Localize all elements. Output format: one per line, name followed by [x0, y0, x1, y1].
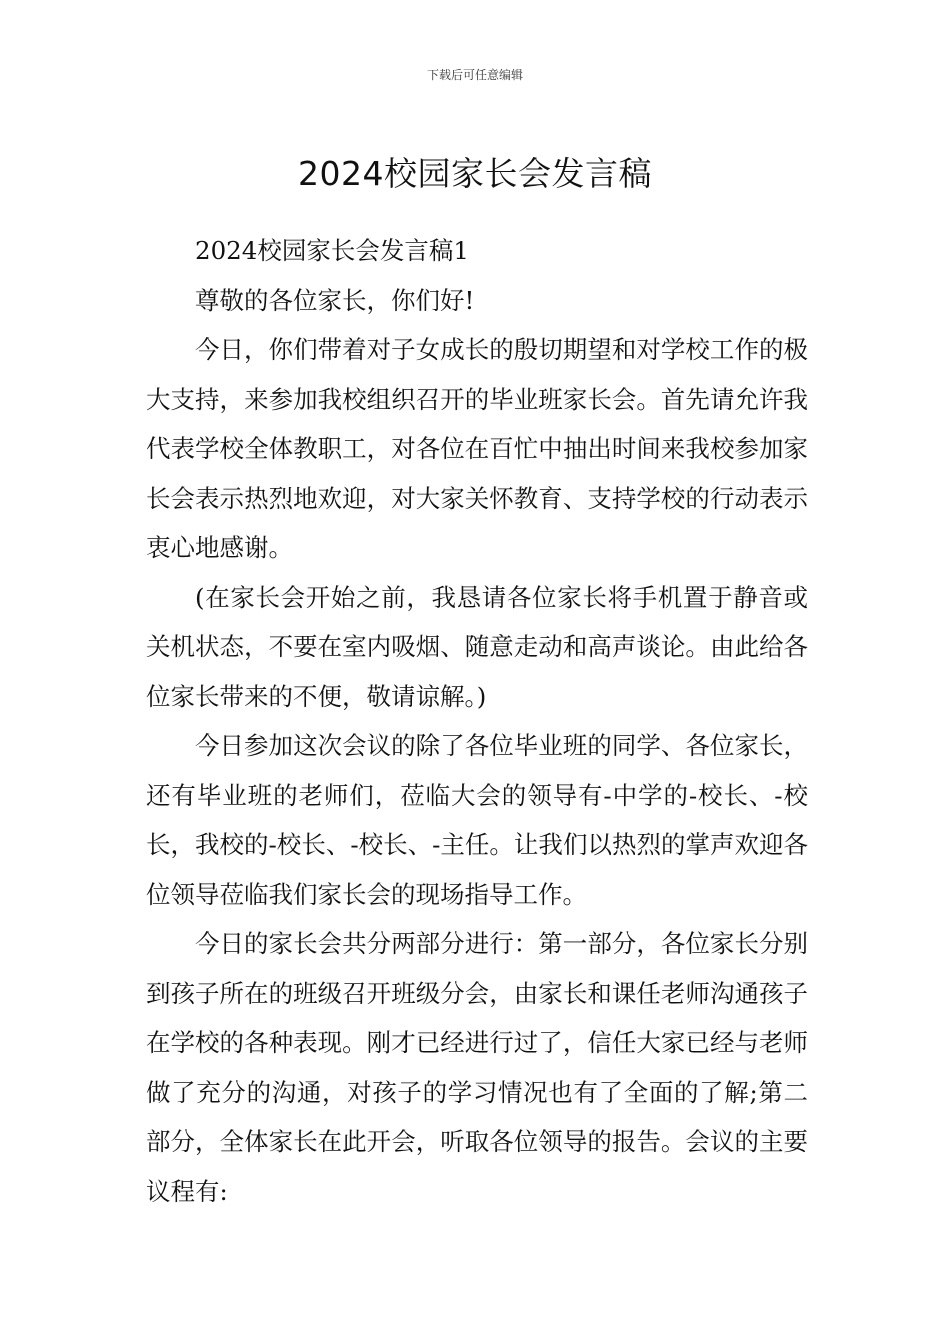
body-paragraph: (在家长会开始之前，我恳请各位家长将手机置于静音或关机状态，不要在室内吸烟、随意走动和高声谈论。由此给各位家长带来的不便，敬请谅解。): [146, 582, 808, 711]
document-body: [146, 226, 808, 1216]
body-paragraph: 今日的家长会共分两部分进行：第一部分，各位家长分别到孩子所在的班级召开班级分会，由家长和课任老师沟通孩子在学校的各种表现。刚才已经进行过了，信任大家已经与老师做了充分的沟通，对孩子的学习情况也有了全面的了解;第二部分，全体家长在此开会，听取各位领导的报告。会议的主要议程有:: [146, 929, 808, 1206]
body-paragraph: 今日，你们带着对子女成长的殷切期望和对学校工作的极大支持，来参加我校组织召开的毕业班家长会。首先请允许我代表学校全体教职工，对各位在百忙中抽出时间来我校参加家长会表示热烈地欢迎，对大家关怀教育、支持学校的行动表示衷心地感谢。: [146, 335, 808, 562]
header-note: 下载后可任意编辑: [426, 68, 523, 82]
body-paragraph: 今日参加这次会议的除了各位毕业班的同学、各位家长，还有毕业班的老师们，莅临大会的领导有-中学的-校长、-校长，我校的-校长、-校长、-主任。让我们以热烈的掌声欢迎各位领导莅临我们家长会的现场指导工作。: [146, 731, 808, 909]
greeting-paragraph: 尊敬的各位家长，你们好!: [195, 285, 475, 315]
document-title: 2024校园家长会发言稿: [298, 154, 652, 194]
section-heading: 2024校园家长会发言稿1: [195, 236, 469, 265]
